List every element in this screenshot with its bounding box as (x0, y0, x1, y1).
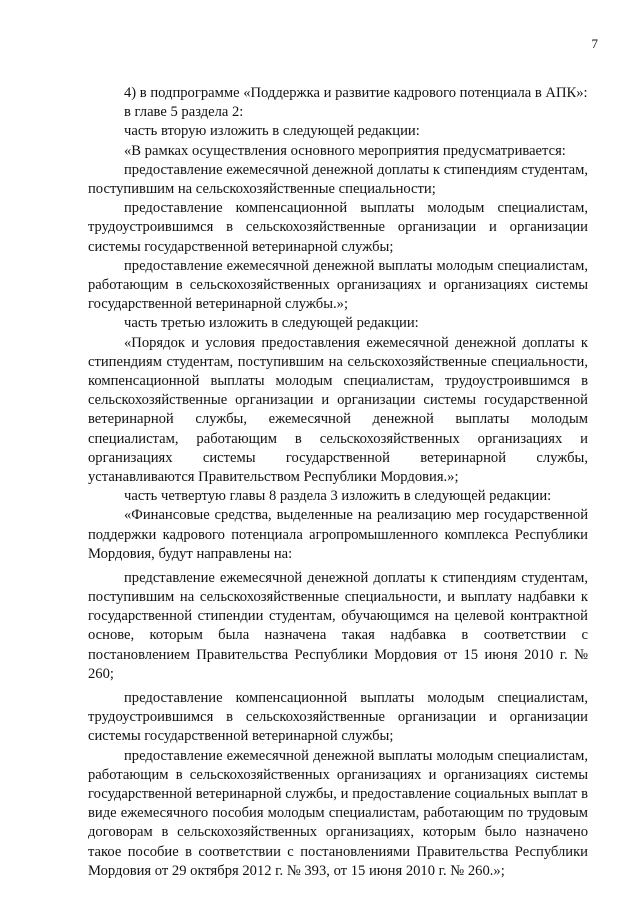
paragraph-part-four-intro: часть четвертую главы 8 раздела 3 изложить в следующей редакции: (124, 488, 552, 505)
document-body (88, 84, 588, 881)
paragraph-student-stipend-allowance: представление ежемесячной денежной доплаты к стипендиям студентам, поступившим на сельскохозяйственные специальности, и выплату надбавки к государственной стипендии студентам, обучающимся на целевой контрактной основе, которым была назначена такая надбавка в соответствии с постановлением Правительства Республики Мордовия от 15 июня 2010 г. № 260; (88, 569, 588, 682)
paragraph-subprogram-item: 4) в подпрограмме «Поддержка и развитие кадрового потенциала в АПК»: (124, 85, 588, 101)
paragraph-part-two-intro: часть вторую изложить в следующей редакции: (124, 123, 420, 140)
paragraph-compensation-young-specialists: предоставление компенсационной выплаты молодым специалистам, трудоустроившимся в сельскохозяйственные организации и организации системы государственной ветеринарной службы; (88, 689, 588, 745)
paragraph-student-stipend: предоставление ежемесячной денежной доплаты к стипендиям студентам, поступившим на сельскохозяйственные специальности; (88, 161, 588, 198)
paragraph-financial-resources: «Финансовые средства, выделенные на реализацию мер государственной поддержки кадрового потенциала агропромышленного комплекса Республики Мордовия, будут направлены на: (88, 507, 588, 562)
paragraph-main-activity: «В рамках осуществления основного мероприятия предусматривается: (124, 142, 566, 159)
paragraph-procedure-conditions: «Порядок и условия предоставления ежемесячной денежной доплаты к стипендиям студентам, поступившим на сельскохозяйственные специальности, компенсационной выплаты молодым специалистам, трудоустроившимся в сельскохозяйственные организации и организации системы государственной ветеринарной службы, ежемесячной денежной выплаты молодым специалистам, работающим в сельскохозяйственных организациях и организациях системы государственной ветеринарной службы, устанавливаются Правительством Республики Мордовия.»; (88, 334, 588, 486)
paragraph-part-three-intro: часть третью изложить в следующей редакции: (124, 315, 419, 332)
paragraph-social-payments: предоставление ежемесячной денежной выплаты молодым специалистам, работающим в сельскохозяйственных организациях и организациях системы государственной ветеринарной службы, и предоставление социальных выплат в виде ежемесячного пособия молодым специалистам, работающим по трудовым договорам в сельскохозяйственных организациях, которым было назначено такое пособие в соответствии с постановлениями Правительства Республики Мордовия от 29 октября 2012 г. № 393, от 15 июня 2010 г. № 260.»; (88, 747, 588, 879)
page-number: 7 (591, 36, 598, 51)
paragraph-compensation-payment: предоставление компенсационной выплаты молодым специалистам, трудоустроившимся в сельскохозяйственные организации и организации системы государственной ветеринарной службы; (88, 200, 588, 255)
paragraph-chapter-5: в главе 5 раздела 2: (124, 104, 244, 121)
paragraph-monthly-payment: предоставление ежемесячной денежной выплаты молодым специалистам, работающим в сельскохозяйственных организациях и организациях системы государственной ветеринарной службы.»; (88, 257, 588, 313)
